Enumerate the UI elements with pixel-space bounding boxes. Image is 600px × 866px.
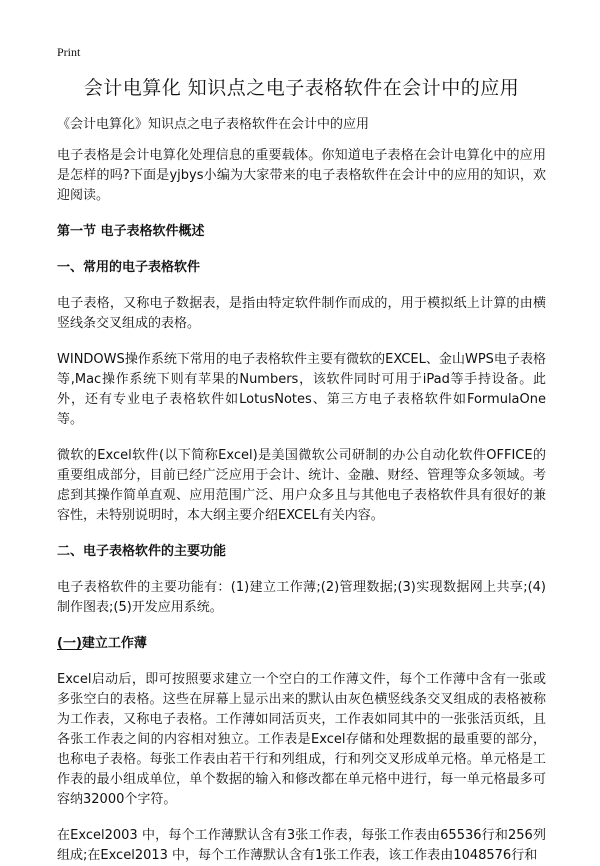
section-heading: 第一节 电子表格软件概述 [57, 224, 205, 239]
paragraph-excel-intro: 微软的Excel软件(以下简称Excel)是美国微软公司研制的办公自动化软件OFFICE的重要组成部分，目前已经广泛应用于会计、统计、金融、财经、管理等众多领域。考虑到其操作简单直观、应用范围广泛、用户众多且与其他电子表格软件具有很好的兼容性，未特别说明时，本大纲主要介绍EXCEL有关内容。 [57, 448, 546, 523]
subsection-heading-common-software: 一、常用的电子表格软件 [57, 260, 201, 275]
paragraph-excel-versions: 在Excel2003 中，每个工作薄默认含有3张工作表，每张工作表由65536行和256列组成;在Excel2013 中，每个工作薄默认含有1张工作表，该工作表由1048576行和 [57, 828, 546, 863]
heading-marker: (一) [57, 636, 82, 651]
subsection-heading-main-functions: 二、电子表格软件的主要功能 [57, 544, 227, 559]
document-subtitle: 《会计电算化》知识点之电子表格软件在会计中的应用 [57, 117, 370, 132]
paragraph-definition: 电子表格，又称电子数据表，是指由特定软件制作而成的，用于模拟纸上计算的由横竖线条交叉组成的表格。 [57, 296, 546, 331]
intro-paragraph: 电子表格是会计电算化处理信息的重要载体。你知道电子表格在会计电算化中的应用是怎样的吗?下面是yjbys小编为大家带来的电子表格软件在会计中的应用的知识，欢迎阅读。 [57, 148, 546, 203]
paragraph-software-list: WINDOWS操作系统下常用的电子表格软件主要有微软的EXCEL、金山WPS电子表格等,Mac操作系统下则有苹果的Numbers，该软件同时可用于iPad等手持设备。此外，还有专业电子表格软件如LotusNotes、第三方电子表格软件如FormulaOne 等。 [57, 352, 546, 427]
paragraph-workbook: Excel启动后，即可按照要求建立一个空白的工作薄文件，每个工作薄中含有一张或多张空白的表格。这些在屏幕上显示出来的默认由灰色横竖线条交叉组成的表格被称为工作表，又称电子表格。工作薄如同活页夹，工作表如同其中的一张张活页纸，且各张工作表之间的内容相对独立。工作表是Excel存储和处理数据的最重要的部分，也称电子表格。每张工作表由若干行和列组成，行和列交叉形成单元格。单元格是工作表的最小组成单位，单个数据的输入和修改都在单元格中进行，每一单元格最多可容纳32000个字符。 [57, 672, 546, 807]
subsection-heading-create-workbook [57, 634, 546, 654]
page-title: 会计电算化 知识点之电子表格软件在会计中的应用 [83, 77, 520, 99]
paragraph-functions: 电子表格软件的主要功能有：(1)建立工作薄;(2)管理数据;(3)实现数据网上共享;(4)制作图表;(5)开发应用系统。 [57, 580, 546, 615]
heading-text: 建立工作薄 [81, 636, 147, 651]
print-link[interactable]: Print [57, 45, 81, 59]
